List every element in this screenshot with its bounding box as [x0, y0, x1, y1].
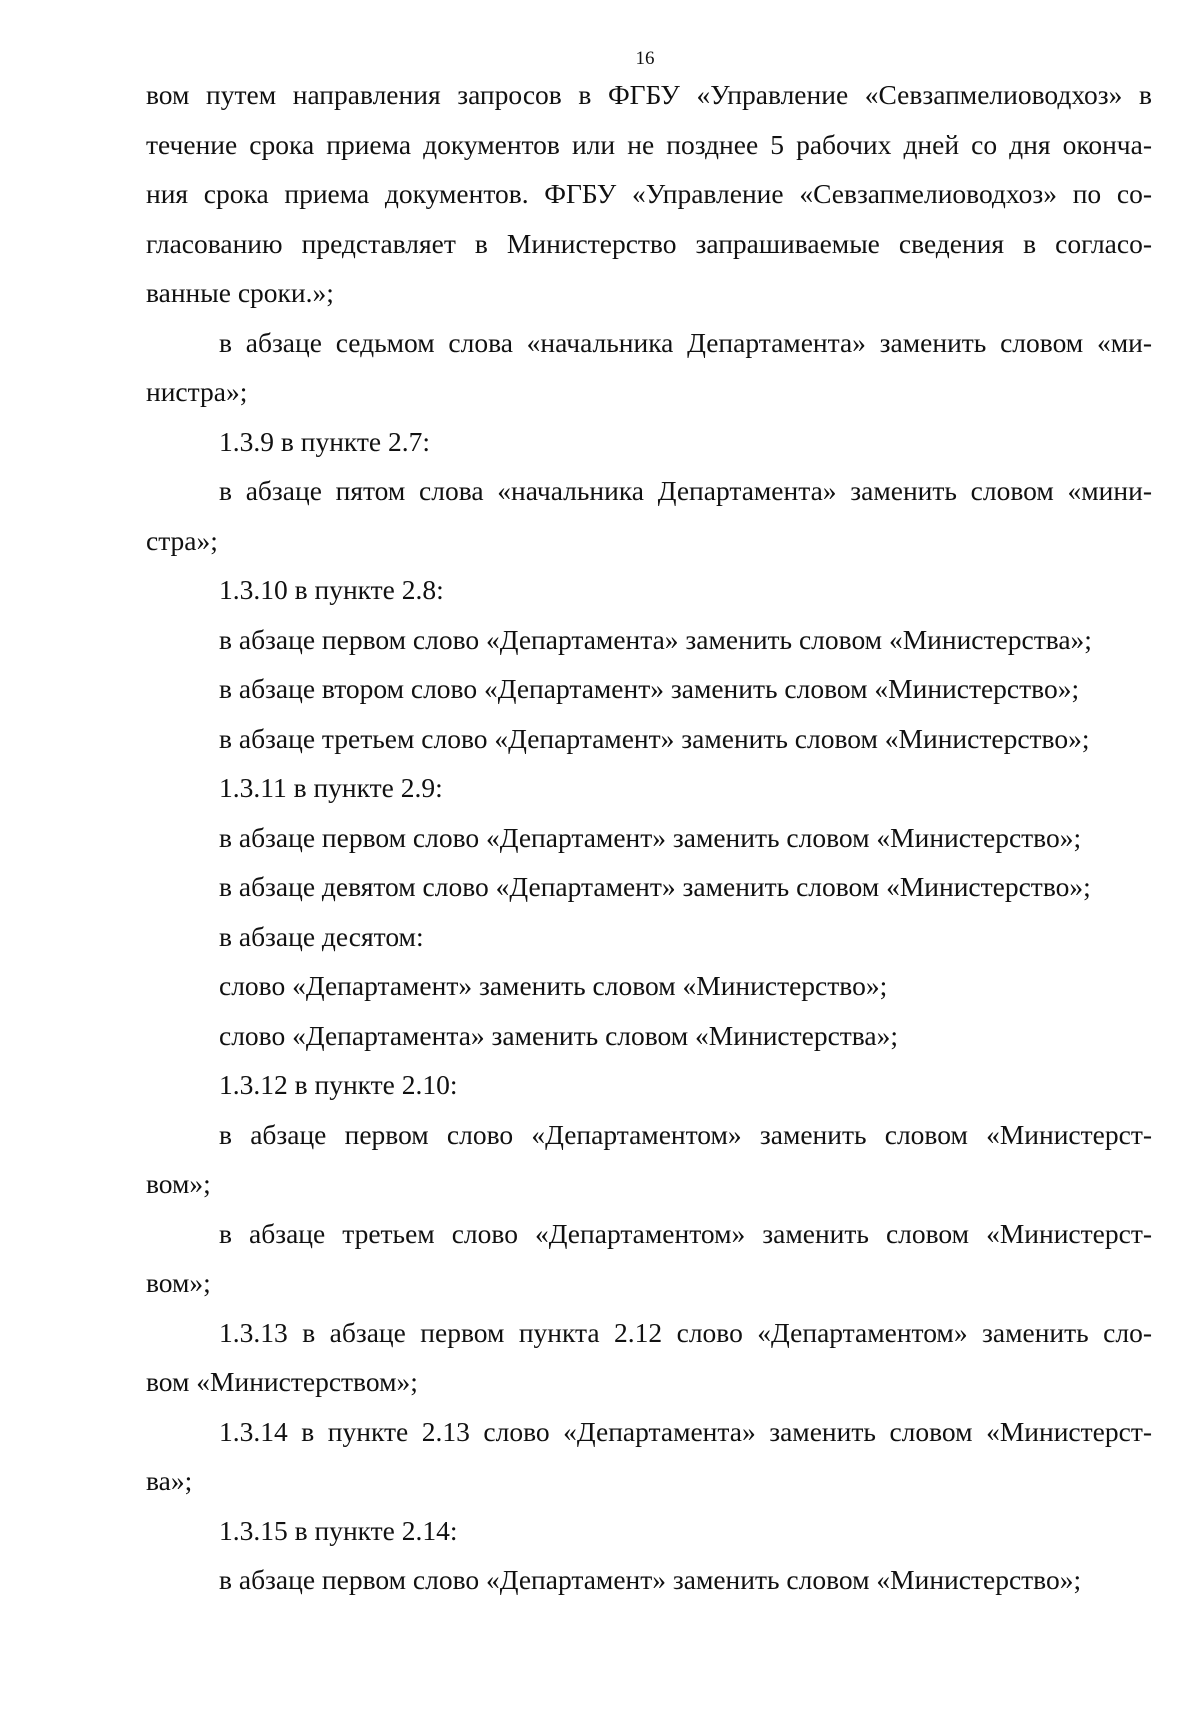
document-body	[146, 70, 1152, 1605]
text-line: в абзаце первом слово «Департамент» заменить словом «Министерство»;	[219, 1564, 1082, 1595]
page-number: 16	[635, 48, 655, 69]
text-line: 1.3.13 в абзаце первом пункта 2.12 слово «Департаментом» заменить сло-	[219, 1316, 1152, 1348]
text-line: в абзаце седьмом слова «начальника Департамента» заменить словом «ми-	[219, 326, 1152, 358]
text-line: стра»;	[146, 524, 218, 556]
text-line: вом»;	[146, 1168, 211, 1199]
text-line: вом путем направления запросов в ФГБУ «Управление «Севзапмелиоводхоз» в	[146, 79, 1152, 110]
text-line: в абзаце первом слово «Департаментом» заменить словом «Министерст-	[219, 1118, 1152, 1150]
text-line: в абзаце девятом слово «Департамент» заменить словом «Министерство»;	[219, 871, 1091, 902]
text-line: ва»;	[146, 1465, 193, 1496]
text-line: в абзаце пятом слова «начальника Департамента» заменить словом «мини-	[219, 475, 1152, 506]
text-line: 1.3.9 в пункте 2.7:	[219, 425, 431, 457]
text-line: 1.3.10 в пункте 2.8:	[219, 574, 444, 605]
text-line: вом»;	[146, 1267, 211, 1298]
text-line: 1.3.11 в пункте 2.9:	[219, 772, 443, 803]
text-line: ния срока приема документов. ФГБУ «Управление «Севзапмелиоводхоз» по со-	[146, 178, 1152, 209]
text-line: в абзаце третьем слово «Департаментом» заменить словом «Министерст-	[219, 1217, 1152, 1249]
text-line: слово «Департамента» заменить словом «Министерства»;	[219, 1019, 899, 1051]
text-line: нистра»;	[146, 376, 248, 407]
text-line: в абзаце втором слово «Департамент» заменить словом «Министерство»;	[219, 673, 1080, 704]
text-line: вом «Министерством»;	[146, 1366, 418, 1397]
text-line: 1.3.12 в пункте 2.10:	[219, 1069, 458, 1100]
text-line: 1.3.14 в пункте 2.13 слово «Департамента» заменить словом «Министерст-	[219, 1415, 1152, 1447]
text-line: в абзаце десятом:	[219, 920, 424, 952]
text-line: гласованию представляет в Министерство запрашиваемые сведения в согласо-	[146, 227, 1152, 259]
text-line: течение срока приема документов или не позднее 5 рабочих дней со дня оконча-	[146, 128, 1152, 160]
text-line: в абзаце первом слово «Департамента» заменить словом «Министерства»;	[219, 623, 1092, 655]
text-line: ванные сроки.»;	[146, 277, 334, 308]
text-line: слово «Департамент» заменить словом «Министерство»;	[219, 970, 888, 1001]
text-line: в абзаце третьем слово «Департамент» заменить словом «Министерство»;	[219, 722, 1090, 754]
text-line: в абзаце первом слово «Департамент» заменить словом «Министерство»;	[219, 821, 1082, 853]
text-line: 1.3.15 в пункте 2.14:	[219, 1514, 458, 1546]
